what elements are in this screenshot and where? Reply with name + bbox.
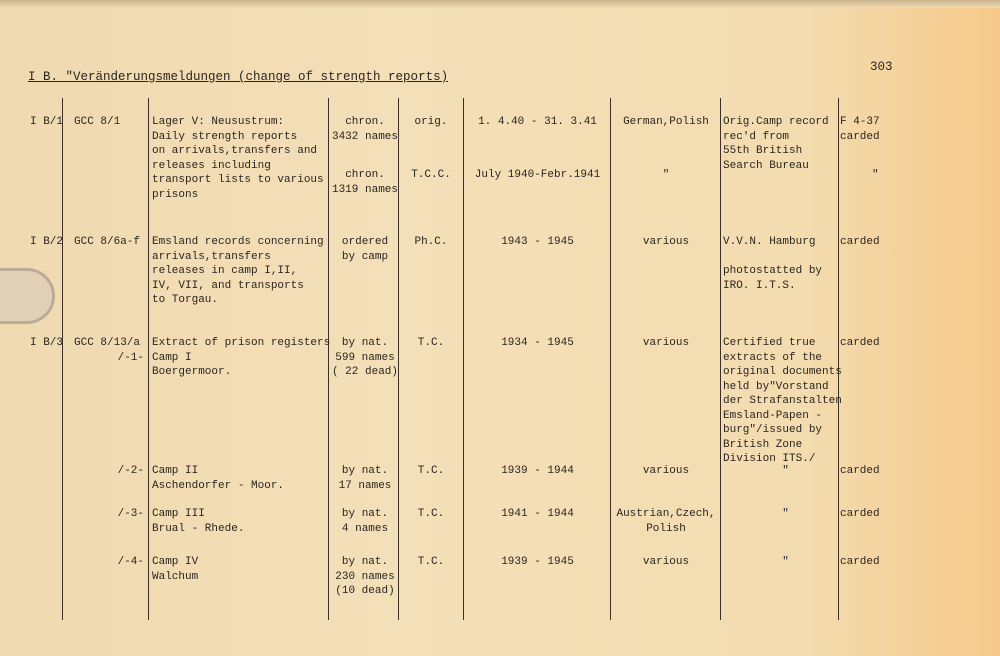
cell-period: July 1940-Febr.1941 — [474, 169, 601, 181]
cell-period: 1939 - 1945 — [501, 556, 574, 568]
cell-remarks: " — [782, 508, 789, 520]
cell-extent: by nat. 230 names (10 dead) — [335, 556, 395, 597]
cell-extent: chron. 3432 names — [331, 116, 398, 143]
column-rule — [148, 98, 149, 620]
cell-copy-type: T.C. — [417, 465, 445, 477]
page-edge — [0, 0, 1000, 8]
cell-extent: ordered by camp — [341, 236, 389, 263]
cell-status: carded — [840, 465, 880, 477]
cell-remarks: " — [782, 465, 789, 477]
cell-description: Emsland records concerning arrivals,transfers releases in camp I,II, IV, VII, and transports to Torgau. — [152, 236, 324, 306]
cell-nationality: various — [642, 465, 690, 477]
column-rule — [720, 98, 721, 620]
cell-sub: /-4- — [117, 556, 144, 568]
cell-nationality: Austrian,Czech, Polish — [616, 508, 716, 535]
cell-status: carded — [840, 236, 880, 248]
binder-clip — [0, 268, 55, 324]
cell-period: 1943 - 1945 — [501, 236, 574, 248]
cell-description: Lager V: Neusustrum: Daily strength reports on arrivals,transfers and releases including transport lists to various prisons — [152, 116, 324, 201]
cell-extent: by nat. 4 names — [341, 508, 389, 535]
cell-remarks: V.V.N. Hamburg photostatted by IRO. I.T.S. — [723, 236, 823, 292]
cell-nationality: various — [642, 236, 690, 248]
cell-file: GCC 8/6a-f — [74, 236, 141, 248]
cell-ref: I B/2 — [30, 236, 64, 248]
cell-copy-type: T.C. — [417, 337, 445, 349]
cell-nationality: " — [662, 169, 670, 181]
cell-period: 1939 - 1944 — [501, 465, 574, 477]
cell-remarks: Orig.Camp record rec'd from 55th British Search Bureau — [723, 116, 829, 172]
cell-file: GCC 8/13/a — [74, 337, 141, 349]
cell-remarks: Certified true extracts of the original documents held by"Vorstand der Strafanstalten Emsland-Papen - burg"/issued by British Zone Division ITS./ — [723, 337, 842, 465]
cell-status: carded — [840, 337, 880, 349]
cell-period: 1934 - 1945 — [501, 337, 574, 349]
cell-status: " — [872, 169, 879, 181]
cell-file: GCC 8/1 — [74, 116, 121, 128]
cell-period: 1. 4.40 - 31. 3.41 — [478, 116, 597, 128]
cell-extent: by nat. 599 names ( 22 dead) — [331, 337, 398, 378]
page-number: 303 — [870, 60, 893, 74]
cell-ref: I B/1 — [30, 116, 64, 128]
cell-sub: /-1- — [117, 351, 144, 364]
cell-status: carded — [840, 556, 880, 568]
cell-copy-type: T.C. — [417, 508, 445, 520]
cell-sub: /-3- — [117, 508, 144, 520]
cell-copy-type: Ph.C. — [414, 236, 448, 248]
cell-extent: chron. 1319 names — [331, 169, 398, 196]
cell-nationality: various — [642, 556, 690, 568]
cell-extent: by nat. 17 names — [338, 465, 392, 492]
cell-sub: /-2- — [117, 465, 144, 477]
cell-ref: I B/3 — [30, 337, 64, 349]
cell-nationality: German,Polish — [623, 116, 709, 128]
cell-description: Camp III Brual - Rhede. — [152, 508, 245, 535]
cell-description: Camp IV Walchum — [152, 556, 199, 583]
cell-period: 1941 - 1944 — [501, 508, 574, 520]
cell-description: Extract of prison registers Camp I Boergermoor. — [152, 337, 331, 378]
cell-remarks: " — [782, 556, 789, 568]
cell-status: F 4-37 carded — [840, 116, 880, 143]
cell-copy-type: orig. — [414, 116, 448, 128]
cell-nationality: various — [642, 337, 690, 349]
cell-description: Camp II Aschendorfer - Moor. — [152, 465, 285, 492]
cell-status: carded — [840, 508, 880, 520]
section-title: I B. "Veränderungsmeldungen (change of strength reports) — [28, 70, 449, 84]
cell-copy-type: T.C.C. — [411, 169, 451, 181]
cell-copy-type: T.C. — [417, 556, 445, 568]
